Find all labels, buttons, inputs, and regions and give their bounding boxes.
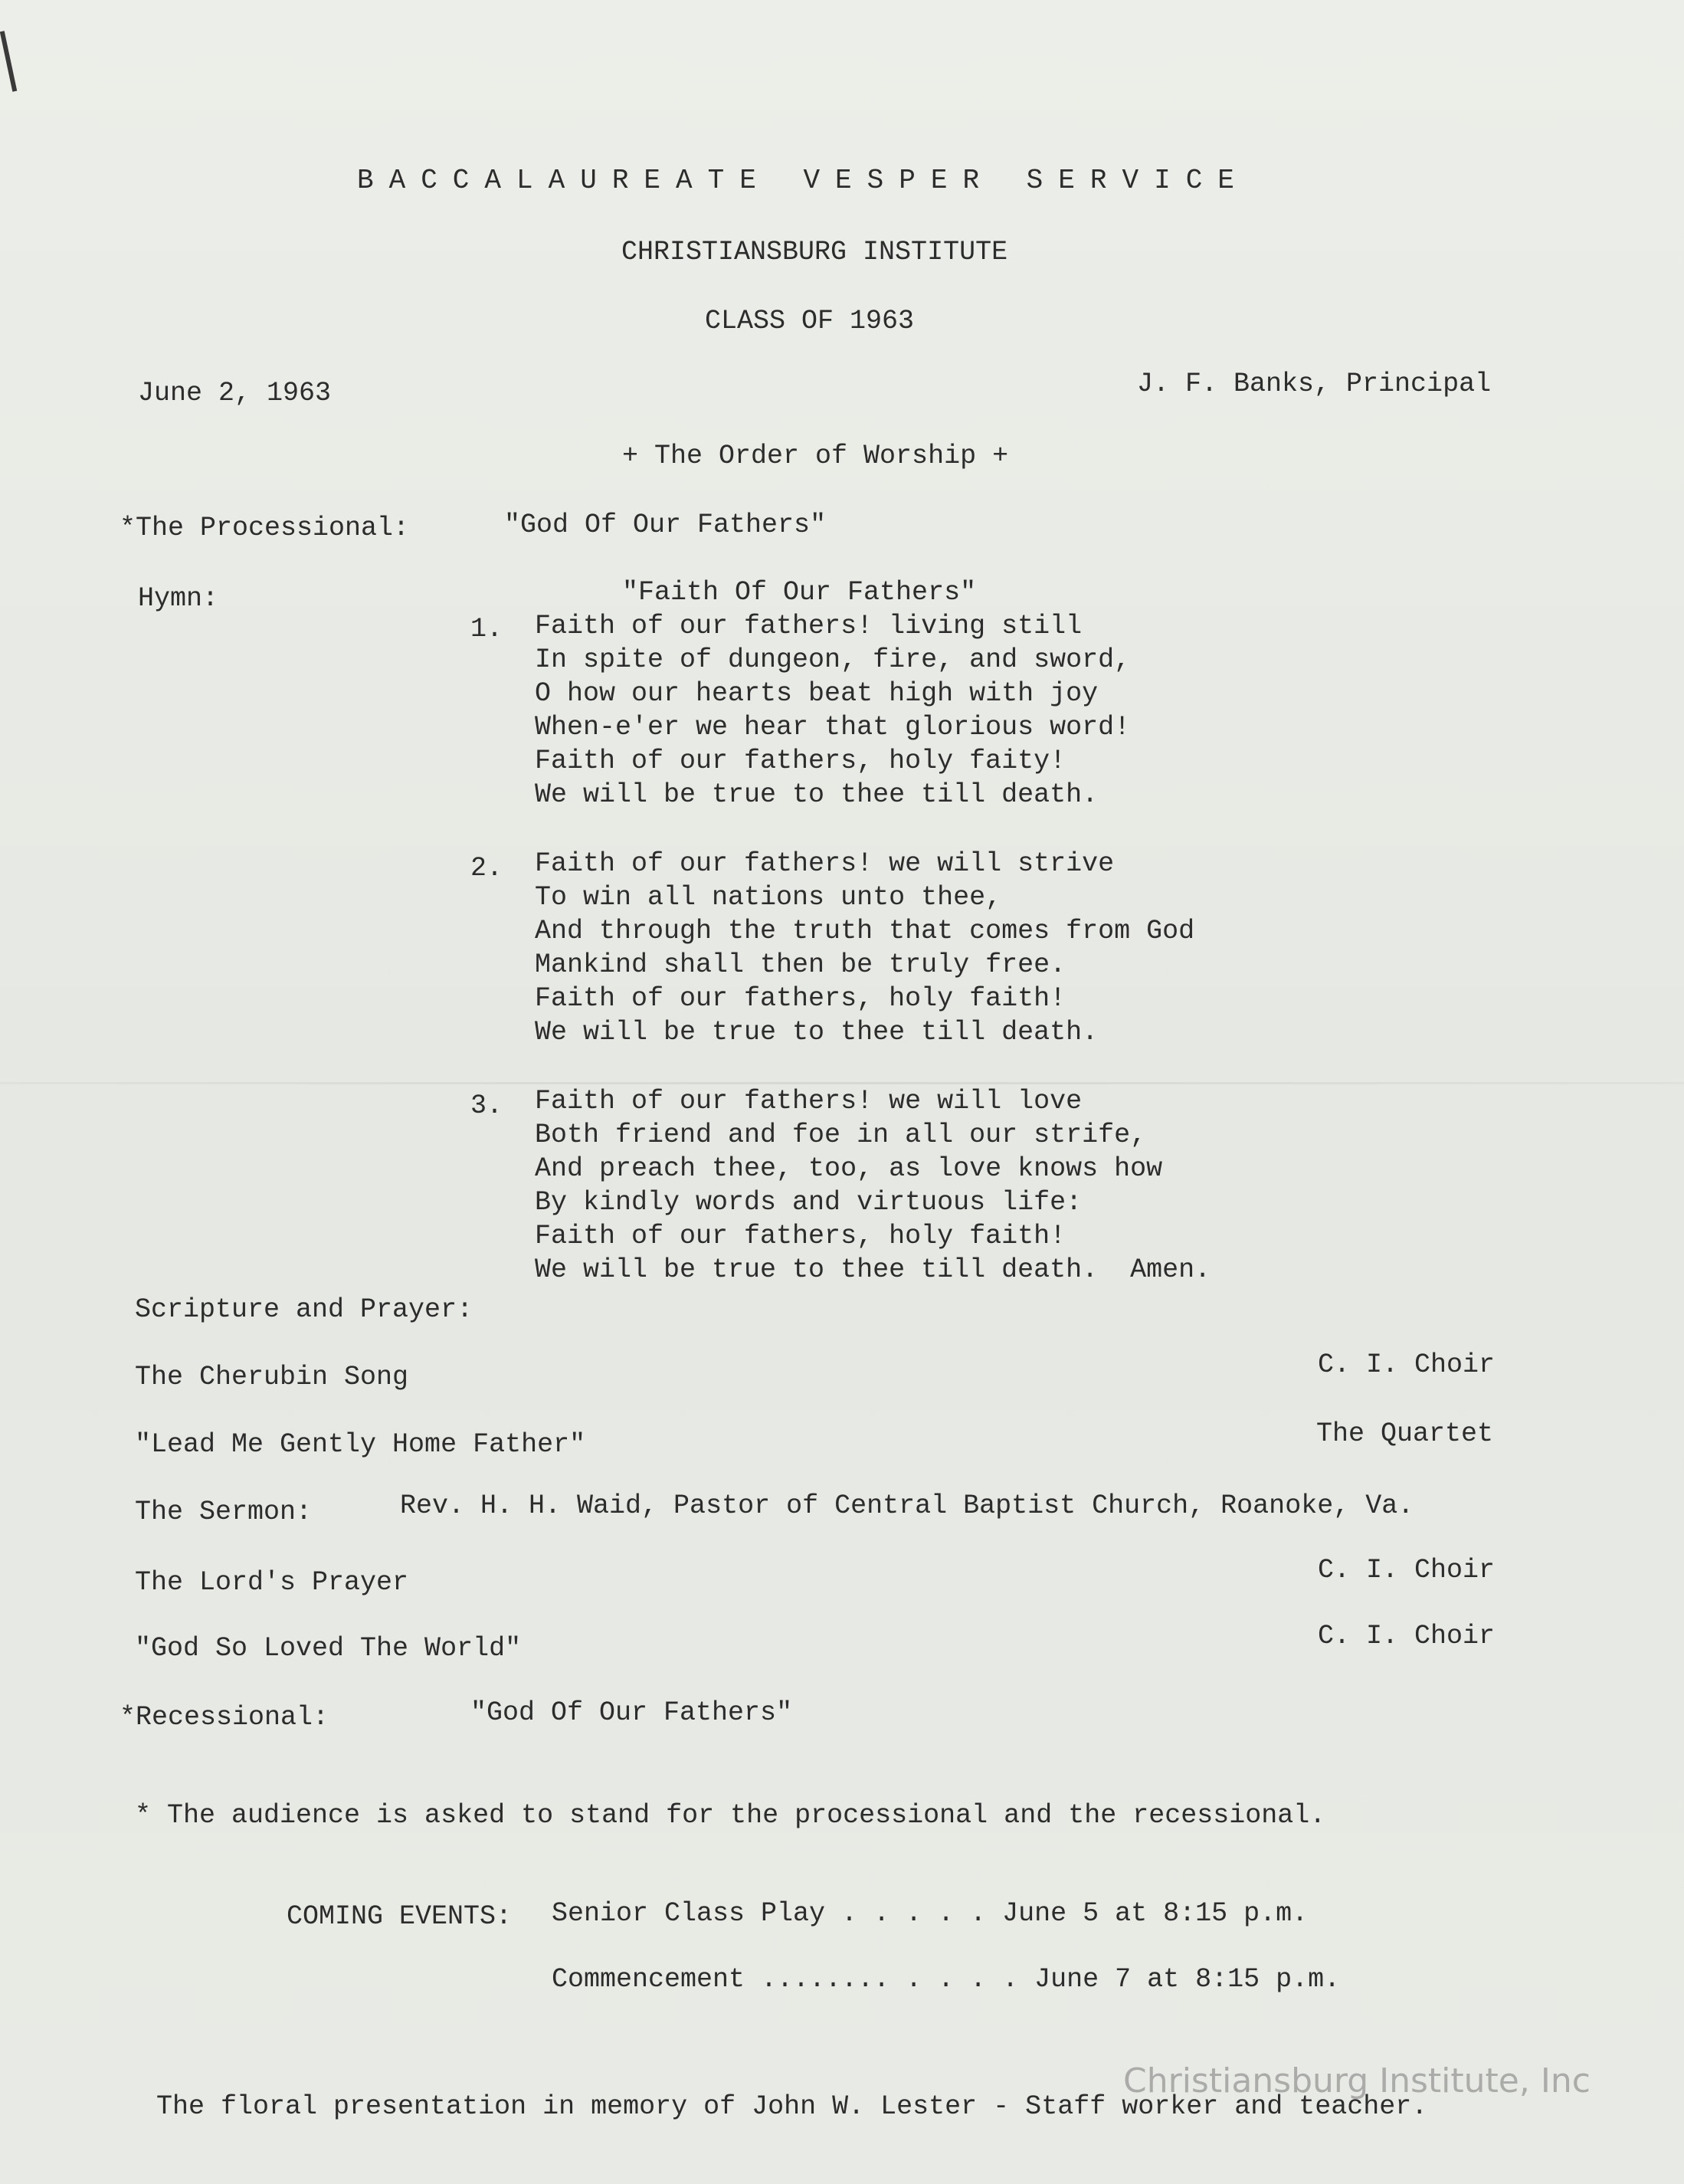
coming-event-commencement: Commencement ........ . . . . June 7 at 8:15 p.m. xyxy=(552,1964,1341,1995)
order-of-worship-heading: + The Order of Worship + xyxy=(622,441,1009,471)
scripture-and-prayer: Scripture and Prayer: xyxy=(135,1294,473,1325)
verse-line: We will be true to thee till death. xyxy=(535,779,1099,810)
verse-line: And preach thee, too, as love knows how xyxy=(535,1153,1163,1184)
recessional-value: "God Of Our Fathers" xyxy=(470,1697,793,1728)
verse-line: Faith of our fathers! living still xyxy=(535,611,1083,641)
lead-me-gently-home: "Lead Me Gently Home Father" xyxy=(135,1429,586,1460)
verse-line: And through the truth that comes from God xyxy=(535,916,1195,946)
lead-me-performer: The Quartet xyxy=(1316,1418,1494,1449)
sermon-label: The Sermon: xyxy=(135,1497,313,1527)
cherubin-song: The Cherubin Song xyxy=(135,1362,409,1392)
paper-fold-line xyxy=(0,1082,1684,1084)
verse-line: Faith of our fathers! we will strive xyxy=(535,848,1115,879)
institution-name: CHRISTIANSBURG INSTITUTE xyxy=(621,237,1008,267)
verse-line: Faith of our fathers, holy faith! xyxy=(535,1221,1066,1251)
verse-line: We will be true to thee till death. Amen. xyxy=(535,1254,1211,1285)
coming-events-label: COMING EVENTS: xyxy=(287,1901,513,1932)
service-date: June 2, 1963 xyxy=(138,378,332,408)
lords-prayer-performer: C. I. Choir xyxy=(1318,1555,1496,1586)
verse-line: Faith of our fathers, holy faity! xyxy=(535,746,1066,776)
coming-event-senior-play: Senior Class Play . . . . . June 5 at 8:15 p.m. xyxy=(552,1898,1309,1929)
processional-value: "God Of Our Fathers" xyxy=(504,510,827,540)
verse-line: In spite of dungeon, fire, and sword, xyxy=(535,644,1131,675)
verse-number: 3. xyxy=(470,1090,503,1121)
verse-line: Both friend and foe in all our strife, xyxy=(535,1120,1147,1150)
lords-prayer: The Lord's Prayer xyxy=(135,1567,409,1598)
god-so-loved-performer: C. I. Choir xyxy=(1318,1621,1496,1651)
hymn-label: Hymn: xyxy=(138,583,219,614)
watermark: Christiansburg Institute, Inc xyxy=(1123,2061,1591,2100)
recessional-label: *Recessional: xyxy=(120,1702,329,1733)
sermon-value: Rev. H. H. Waid, Pastor of Central Baptist Church, Roanoke, Va. xyxy=(400,1490,1414,1521)
verse-line: By kindly words and virtuous life: xyxy=(535,1187,1083,1218)
verse-line: We will be true to thee till death. xyxy=(535,1017,1099,1048)
class-year: CLASS OF 1963 xyxy=(705,306,915,336)
cherubin-song-performer: C. I. Choir xyxy=(1318,1349,1496,1380)
verse-line: O how our hearts beat high with joy xyxy=(535,678,1099,709)
hymn-title: "Faith Of Our Fathers" xyxy=(622,577,977,608)
verse-line: When-e'er we hear that glorious word! xyxy=(535,712,1131,743)
verse-line: To win all nations unto thee, xyxy=(535,882,1002,913)
verse-line: Faith of our fathers, holy faith! xyxy=(535,983,1066,1014)
god-so-loved-the-world: "God So Loved The World" xyxy=(135,1633,522,1664)
verse-line: Faith of our fathers! we will love xyxy=(535,1086,1083,1117)
processional-label: *The Processional: xyxy=(120,513,410,543)
verse-number: 1. xyxy=(470,614,503,644)
verse-number: 2. xyxy=(470,853,503,884)
document-title: BACCALAUREATE VESPER SERVICE xyxy=(357,165,1250,196)
verse-line: Mankind shall then be truly free. xyxy=(535,949,1066,980)
principal-name: J. F. Banks, Principal xyxy=(1137,369,1492,399)
floral-dedication: The floral presentation in memory of John W. Lester - Staff worker and teacher. xyxy=(156,2091,1428,2122)
audience-footnote: * The audience is asked to stand for the processional and the recessional. xyxy=(135,1800,1326,1831)
